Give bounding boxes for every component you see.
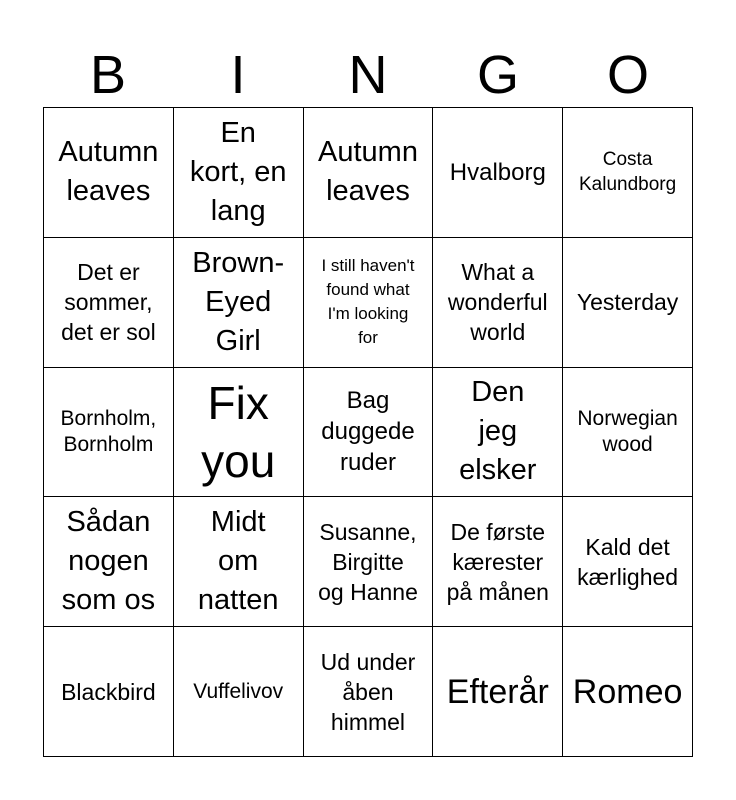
cell-text: Den jeg elsker (459, 376, 537, 487)
cell-text: Bornholm, Bornholm (60, 406, 157, 456)
cell-text: Bag duggede ruder (321, 387, 415, 477)
cell-text: Yesterday (576, 289, 679, 316)
bingo-cell (304, 497, 434, 627)
cell-text: Efterår (446, 672, 549, 711)
cell-text: Midt om natten (197, 506, 279, 617)
header-letter-g: G (476, 45, 519, 105)
bingo-cell (433, 238, 563, 368)
cell-text: Romeo (572, 672, 683, 711)
bingo-cell (44, 627, 174, 757)
cell-text: Autumn leaves (58, 136, 159, 208)
cell-text: Kald det kærlighed (577, 533, 679, 590)
bingo-cell (563, 238, 693, 368)
header-letter-b: B (89, 45, 127, 105)
bingo-cell (563, 108, 693, 238)
cell-text: Vuffelivov (193, 679, 284, 703)
cell-text: Sådan nogen som os (61, 506, 156, 617)
bingo-cell (174, 497, 304, 627)
bingo-cell (304, 627, 434, 757)
bingo-grid (43, 107, 693, 757)
cell-text: I still haven't found what I'm looking for (321, 256, 415, 348)
bingo-cell (304, 368, 434, 498)
cell-text: Blackbird (61, 678, 156, 705)
bingo-cell (563, 368, 693, 498)
bingo-cell (433, 627, 563, 757)
cell-text: Ud under åben himmel (320, 648, 416, 735)
cell-text: Brown- Eyed Girl (192, 246, 285, 357)
cell-text: Norwegian wood (577, 406, 678, 456)
cell-text: Det er sommer, det er sol (61, 259, 156, 346)
bingo-cell (174, 627, 304, 757)
bingo-cell (44, 368, 174, 498)
bingo-cell (44, 238, 174, 368)
bingo-cell (433, 497, 563, 627)
cell-text: Autumn leaves (318, 136, 418, 208)
bingo-cell (433, 368, 563, 498)
bingo-cell (174, 108, 304, 238)
bingo-cell (44, 108, 174, 238)
cell-text: Fix you (201, 376, 276, 487)
bingo-cell (563, 627, 693, 757)
bingo-cell (433, 108, 563, 238)
bingo-header (43, 44, 693, 106)
bingo-cell (304, 108, 434, 238)
bingo-cell (174, 368, 304, 498)
bingo-cell (304, 238, 434, 368)
cell-text: Susanne, Birgitte og Hanne (318, 518, 418, 605)
bingo-cell (44, 497, 174, 627)
bingo-cell (174, 238, 304, 368)
cell-text: Hvalborg (449, 158, 546, 186)
header-letter-o: O (606, 45, 649, 105)
cell-text: What a wonderful world (447, 259, 548, 346)
bingo-cell (563, 497, 693, 627)
header-letter-n: N (348, 45, 388, 105)
cell-text: Costa Kalundborg (578, 149, 677, 196)
header-letter-i: I (230, 45, 246, 105)
cell-text: De første kærester på månen (446, 518, 549, 605)
cell-text: En kort, en lang (189, 116, 287, 227)
